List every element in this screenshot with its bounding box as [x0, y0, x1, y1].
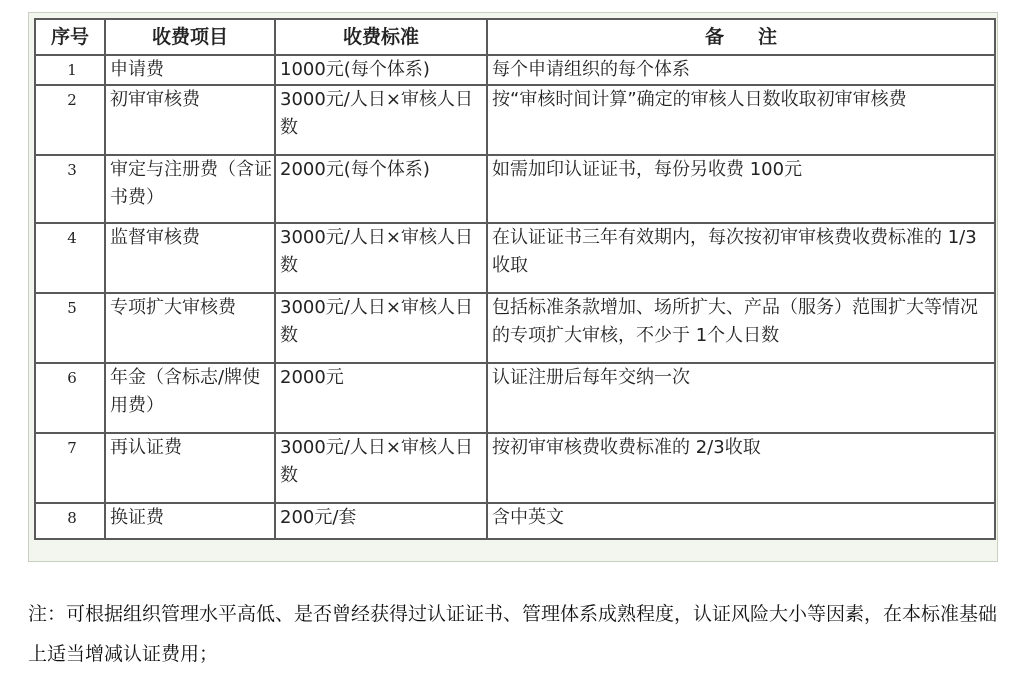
row-standard: 3000元/人日×审核人日数: [275, 223, 487, 293]
table-row: [35, 55, 995, 85]
row-remark: 包括标准条款增加、场所扩大、产品（服务）范围扩大等情况的专项扩大审核，不少于 1个人日数: [487, 293, 995, 363]
header-number: 序号: [35, 19, 105, 55]
row-number: 2: [35, 85, 105, 155]
table-row: [35, 363, 995, 433]
row-standard: 1000元(每个体系): [275, 55, 487, 85]
row-remark: 按“审核时间计算”确定的审核人日数收取初审审核费: [487, 85, 995, 155]
row-standard: 200元/套: [275, 503, 487, 539]
row-item: 监督审核费: [105, 223, 275, 293]
row-item: 初审审核费: [105, 85, 275, 155]
row-number: 7: [35, 433, 105, 503]
row-standard: 2000元: [275, 363, 487, 433]
table-header-row: [35, 19, 995, 55]
row-remark: 每个申请组织的每个体系: [487, 55, 995, 85]
table-row: [35, 503, 995, 539]
row-item: 再认证费: [105, 433, 275, 503]
row-remark: 含中英文: [487, 503, 995, 539]
row-number: 6: [35, 363, 105, 433]
row-standard: 3000元/人日×审核人日数: [275, 293, 487, 363]
table-row: [35, 223, 995, 293]
footnote: 注：可根据组织管理水平高低、是否曾经获得过认证证书、管理体系成熟程度，认证风险大小等因素，在本标准基础上适当增减认证费用；: [28, 603, 998, 665]
row-remark: 按初审审核费收费标准的 2/3收取: [487, 433, 995, 503]
row-standard: 3000元/人日×审核人日数: [275, 85, 487, 155]
table-row: [35, 155, 995, 223]
row-standard: 2000元(每个体系): [275, 155, 487, 223]
table-row: [35, 85, 995, 155]
row-number: 8: [35, 503, 105, 539]
row-number: 5: [35, 293, 105, 363]
row-remark: 如需加印认证证书，每份另收费 100元: [487, 155, 995, 223]
row-remark: 在认证证书三年有效期内，每次按初审审核费收费标准的 1/3收取: [487, 223, 995, 293]
header-remarks: 备注: [487, 19, 995, 55]
header-standard: 收费标准: [275, 19, 487, 55]
header-item: 收费项目: [105, 19, 275, 55]
row-number: 1: [35, 55, 105, 85]
row-item: 换证费: [105, 503, 275, 539]
row-standard: 3000元/人日×审核人日数: [275, 433, 487, 503]
row-item: 申请费: [105, 55, 275, 85]
fee-table: [34, 18, 996, 540]
row-number: 3: [35, 155, 105, 223]
row-item: 年金（含标志/牌使用费）: [105, 363, 275, 433]
table-row: [35, 433, 995, 503]
row-remark: 认证注册后每年交纳一次: [487, 363, 995, 433]
row-item: 审定与注册费（含证书费）: [105, 155, 275, 223]
row-number: 4: [35, 223, 105, 293]
row-item: 专项扩大审核费: [105, 293, 275, 363]
table-row: [35, 293, 995, 363]
